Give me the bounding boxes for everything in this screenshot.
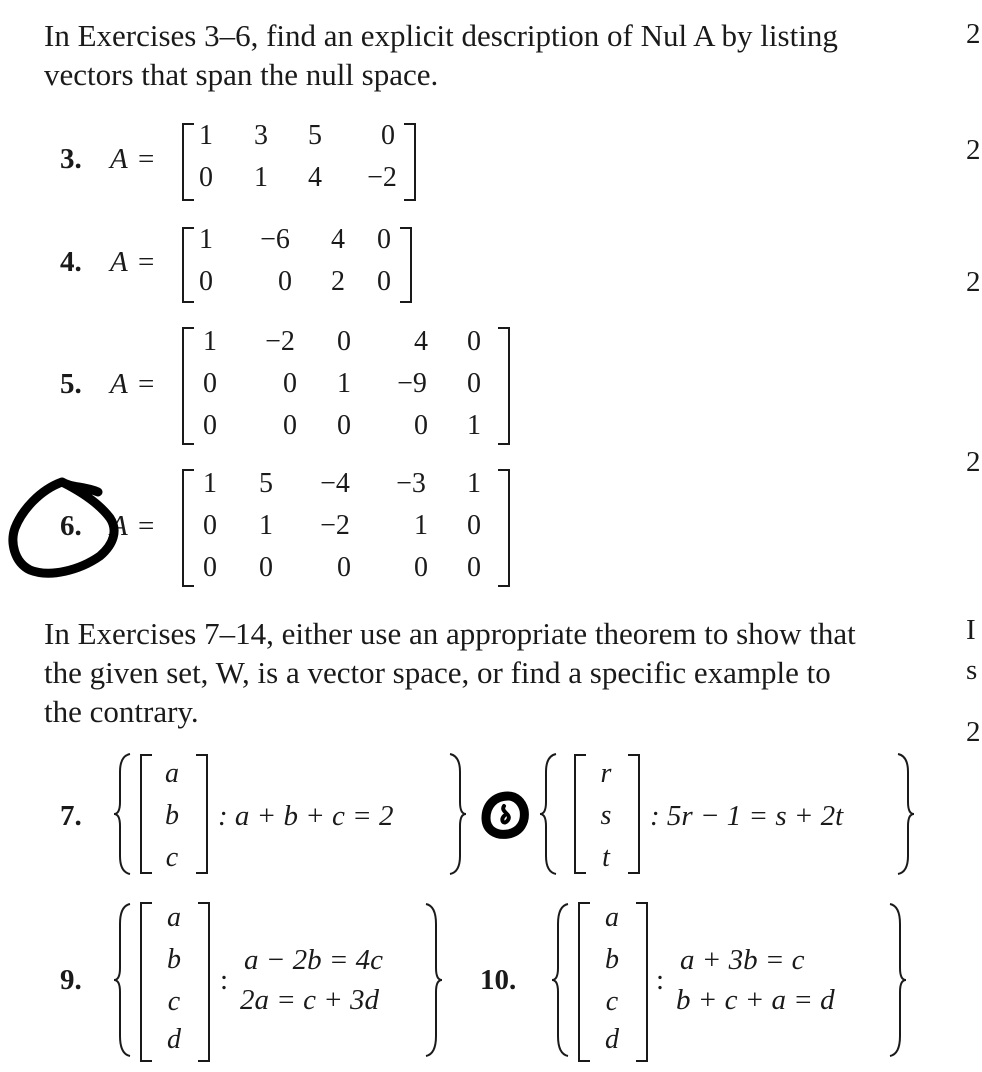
- set-condition: b + c + a = d: [676, 984, 835, 1016]
- matrix-cell: −6: [260, 224, 290, 255]
- matrix-cell: 0: [377, 224, 391, 255]
- matrix-cell: −9: [397, 368, 427, 399]
- margin-text: 2: [966, 266, 981, 298]
- exercise-number: 7.: [60, 800, 82, 832]
- intro-paragraph-1: [44, 16, 838, 94]
- margin-text: 2: [966, 134, 981, 166]
- matrix-cell: −4: [320, 468, 350, 499]
- matrix-cell: 0: [467, 552, 481, 583]
- intro-paragraph-2: [44, 614, 856, 731]
- intro-line: In Exercises 7–14, either use an appropriate theorem to show that: [44, 616, 856, 651]
- left-brace-icon: [112, 752, 132, 876]
- matrix-cell: 0: [381, 120, 395, 151]
- matrix-cell: 0: [259, 552, 273, 583]
- vector-entry: c: [605, 986, 619, 1017]
- right-bracket: [498, 327, 510, 445]
- matrix-cell: 0: [467, 326, 481, 357]
- matrix-label: A: [110, 510, 128, 542]
- right-bracket: [196, 754, 208, 874]
- exercise-number: 9.: [60, 964, 82, 996]
- matrix-cell: 0: [467, 368, 481, 399]
- matrix-cell: 1: [414, 510, 428, 541]
- matrix-cell: 0: [337, 326, 351, 357]
- vector-entry: c: [165, 842, 179, 873]
- matrix-cell: 0: [337, 552, 351, 583]
- equals-sign: =: [138, 368, 155, 400]
- matrix-cell: 2: [331, 266, 345, 297]
- set-condition: : a + b + c = 2: [218, 800, 394, 832]
- exercise-number: 5.: [60, 368, 82, 400]
- left-bracket: [578, 902, 590, 1062]
- equals-sign: =: [138, 143, 155, 175]
- exercise-number: 6.: [60, 510, 82, 542]
- matrix-cell: 4: [308, 162, 322, 193]
- set-condition: a + 3b = c: [680, 944, 805, 976]
- right-brace-icon: [896, 752, 916, 876]
- matrix-cell: 1: [199, 120, 213, 151]
- matrix-cell: 1: [203, 468, 217, 499]
- exercise-number: 10.: [480, 964, 517, 996]
- matrix-cell: 1: [199, 224, 213, 255]
- matrix-label: A: [110, 143, 128, 175]
- matrix-cell: 1: [467, 410, 481, 441]
- vector-entry: s: [600, 800, 612, 831]
- right-bracket: [628, 754, 640, 874]
- vector-entry: r: [600, 758, 612, 789]
- matrix-cell: 0: [278, 266, 292, 297]
- matrix-cell: 0: [377, 266, 391, 297]
- equals-sign: =: [138, 246, 155, 278]
- matrix-cell: 4: [331, 224, 345, 255]
- vector-entry: c: [167, 986, 181, 1017]
- intro-line: the given set, W, is a vector space, or find a specific example to: [44, 655, 831, 690]
- margin-text: 2: [966, 446, 981, 478]
- left-brace-icon: [550, 902, 570, 1058]
- set-condition: : 5r − 1 = s + 2t: [650, 800, 844, 832]
- matrix-cell: 0: [199, 266, 213, 297]
- colon: :: [220, 964, 229, 996]
- equals-sign: =: [138, 510, 155, 542]
- intro-line: In Exercises 3–6, find an explicit description of Nul A by listing: [44, 18, 838, 53]
- matrix-cell: 3: [254, 120, 268, 151]
- margin-text: 2: [966, 18, 981, 50]
- matrix-cell: 1: [203, 326, 217, 357]
- set-condition: 2a = c + 3d: [240, 984, 380, 1016]
- matrix-cell: −2: [367, 162, 397, 193]
- margin-text: 2: [966, 716, 981, 748]
- matrix-label: A: [110, 246, 128, 278]
- margin-text: I: [966, 614, 976, 646]
- matrix-cell: 1: [254, 162, 268, 193]
- vector-entry: b: [167, 944, 181, 975]
- right-brace-icon: [424, 902, 444, 1058]
- matrix-cell: 0: [203, 368, 217, 399]
- exercise-number: 4.: [60, 246, 82, 278]
- vector-entry: d: [605, 1024, 619, 1055]
- matrix-cell: 0: [203, 510, 217, 541]
- intro-line: the contrary.: [44, 694, 199, 729]
- set-condition: a − 2b = 4c: [244, 944, 384, 976]
- matrix-cell: 0: [203, 410, 217, 441]
- left-bracket: [140, 902, 152, 1062]
- matrix-cell: 0: [199, 162, 213, 193]
- handwritten-circle-mark-icon: [480, 790, 530, 842]
- right-bracket: [636, 902, 648, 1062]
- colon: :: [656, 964, 665, 996]
- vector-entry: t: [602, 842, 610, 873]
- vector-entry: a: [167, 902, 181, 933]
- right-brace-icon: [888, 902, 908, 1058]
- right-brace-icon: [448, 752, 468, 876]
- handwritten-circle-mark-icon: [0, 470, 140, 590]
- matrix-cell: 0: [283, 410, 297, 441]
- matrix-cell: 0: [203, 552, 217, 583]
- matrix-cell: −2: [265, 326, 295, 357]
- exercise-number: 3.: [60, 143, 82, 175]
- matrix-cell: 1: [337, 368, 351, 399]
- vector-entry: a: [605, 902, 619, 933]
- intro-line: vectors that span the null space.: [44, 57, 439, 92]
- right-bracket: [198, 902, 210, 1062]
- matrix-cell: 1: [259, 510, 273, 541]
- matrix-cell: 5: [308, 120, 322, 151]
- right-bracket: [404, 123, 416, 201]
- right-bracket: [400, 227, 412, 303]
- matrix-label: A: [110, 368, 128, 400]
- matrix-cell: 4: [414, 326, 428, 357]
- left-brace-icon: [538, 752, 558, 876]
- matrix-cell: 5: [259, 468, 273, 499]
- matrix-cell: 0: [414, 552, 428, 583]
- matrix-cell: 0: [414, 410, 428, 441]
- margin-text: s: [966, 654, 978, 686]
- matrix-cell: −2: [320, 510, 350, 541]
- right-bracket: [498, 469, 510, 587]
- matrix-cell: 1: [467, 468, 481, 499]
- matrix-cell: 0: [467, 510, 481, 541]
- vector-entry: b: [165, 800, 179, 831]
- vector-entry: b: [605, 944, 619, 975]
- matrix-cell: −3: [396, 468, 426, 499]
- matrix-cell: 0: [337, 410, 351, 441]
- matrix-cell: 0: [283, 368, 297, 399]
- vector-entry: d: [167, 1024, 181, 1055]
- vector-entry: a: [165, 758, 179, 789]
- left-brace-icon: [112, 902, 132, 1058]
